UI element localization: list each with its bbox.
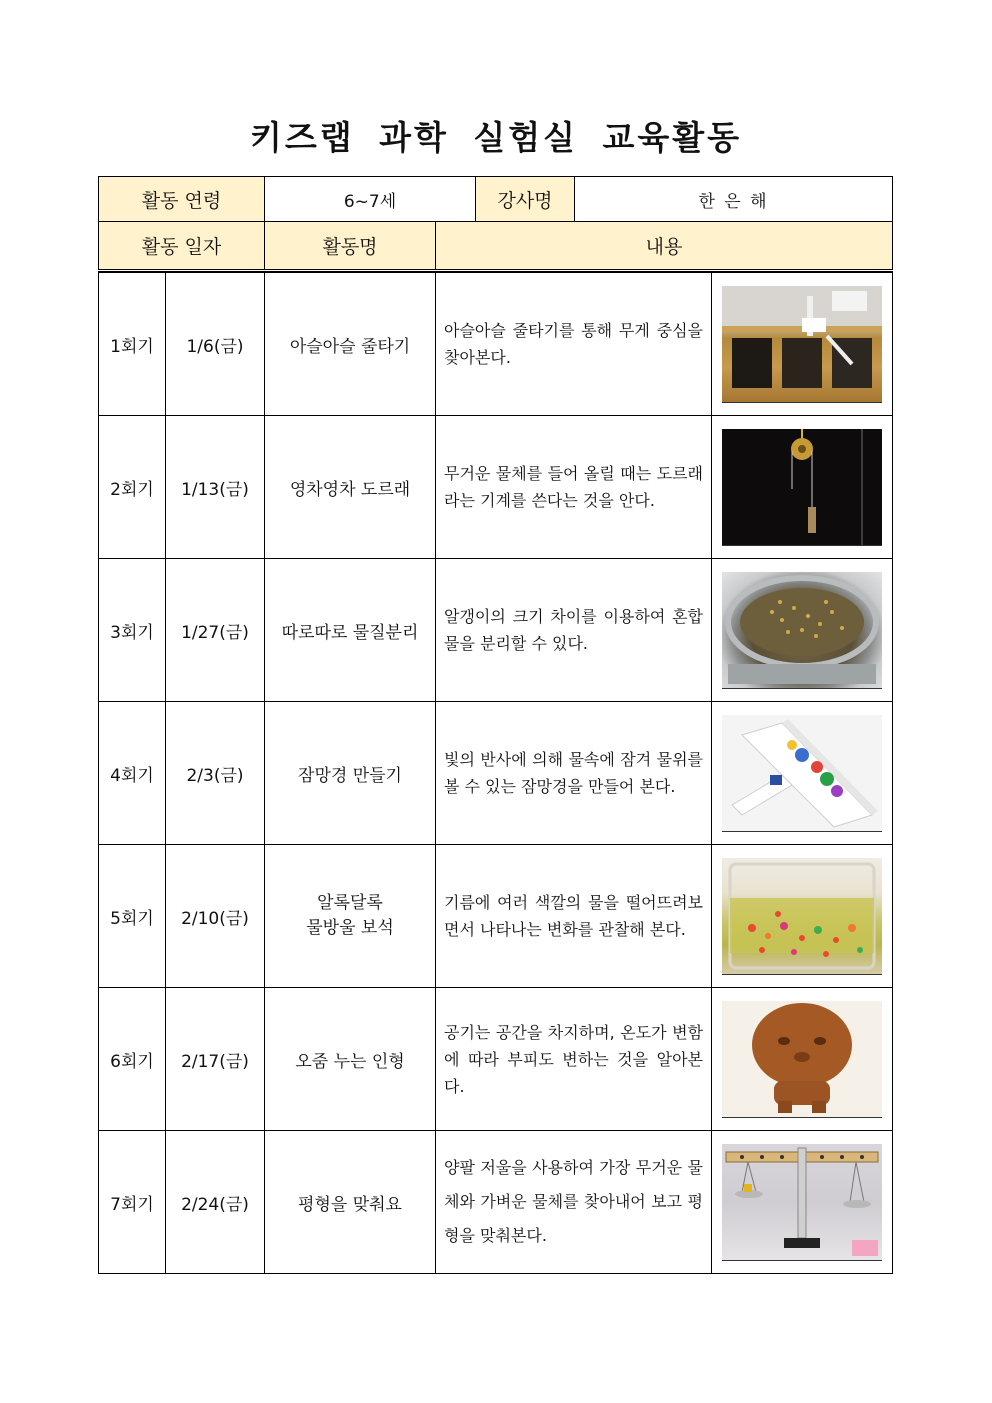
session-number: 1회기 [99, 273, 166, 416]
peeing-doll-photo [722, 1001, 882, 1118]
age-label: 활동 연령 [99, 177, 265, 222]
session-row [99, 845, 893, 988]
session-date: 2/10(금) [166, 845, 265, 988]
activity-name: 따로따로 물질분리 [265, 559, 436, 702]
activity-description: 아슬아슬 줄타기를 통해 무게 중심을 찾아본다. [436, 273, 712, 416]
session-number: 7회기 [99, 1131, 166, 1274]
session-number: 3회기 [99, 559, 166, 702]
date-column-header: 활동 일자 [99, 222, 265, 271]
activity-photo-cell [712, 273, 893, 416]
pulley-photo [722, 429, 882, 546]
session-date: 2/24(금) [166, 1131, 265, 1274]
activity-name: 평형을 맞춰요 [265, 1131, 436, 1274]
tightrope-photo [722, 286, 882, 403]
session-number: 5회기 [99, 845, 166, 988]
session-row [99, 559, 893, 702]
activity-photo-cell [712, 845, 893, 988]
session-number: 2회기 [99, 416, 166, 559]
activity-description: 빛의 반사에 의해 물속에 잠겨 물위를 볼 수 있는 잠망경을 만들어 본다. [436, 702, 712, 845]
sieve-photo [722, 572, 882, 689]
oil-droplets-photo [722, 858, 882, 975]
instructor-value: 한 은 해 [575, 177, 893, 222]
session-number: 6회기 [99, 988, 166, 1131]
session-date: 2/17(금) [166, 988, 265, 1131]
activity-photo-cell [712, 702, 893, 845]
activity-photo-cell [712, 416, 893, 559]
activity-photo-cell [712, 559, 893, 702]
session-row [99, 988, 893, 1131]
activity-photo-cell [712, 988, 893, 1131]
session-date: 1/27(금) [166, 559, 265, 702]
activity-description: 양팔 저울을 사용하여 가장 무거운 물체와 가벼운 물체를 찾아내어 보고 평형을 맞춰본다. [436, 1131, 712, 1274]
activity-name: 영차영차 도르래 [265, 416, 436, 559]
session-row [99, 702, 893, 845]
session-date: 2/3(금) [166, 702, 265, 845]
activity-name-line1: 알록달록 [317, 893, 383, 913]
balance-scale-photo [722, 1144, 882, 1261]
age-value: 6~7세 [265, 177, 476, 222]
activity-name: 잠망경 만들기 [265, 702, 436, 845]
activity-table [98, 176, 893, 1274]
activity-name-line2: 물방울 보석 [306, 918, 394, 938]
activity-name [265, 845, 436, 988]
instructor-label: 강사명 [476, 177, 575, 222]
session-row [99, 1131, 893, 1274]
activity-description: 공기는 공간을 차지하며, 온도가 변함에 따라 부피도 변하는 것을 알아본다. [436, 988, 712, 1131]
page-title: 키즈랩 과학 실험실 교육활동 [249, 118, 742, 157]
header-row-columns [99, 222, 893, 271]
name-column-header: 활동명 [265, 222, 436, 271]
session-row [99, 416, 893, 559]
content-column-header: 내용 [436, 222, 893, 271]
periscope-photo [722, 715, 882, 832]
session-date: 1/13(금) [166, 416, 265, 559]
header-row-age [99, 177, 893, 222]
session-date: 1/6(금) [166, 273, 265, 416]
activity-name: 오줌 누는 인형 [265, 988, 436, 1131]
activity-name: 아슬아슬 줄타기 [265, 273, 436, 416]
activity-description: 알갱이의 크기 차이를 이용하여 혼합물을 분리할 수 있다. [436, 559, 712, 702]
activity-photo-cell [712, 1131, 893, 1274]
session-number: 4회기 [99, 702, 166, 845]
activity-description: 무거운 물체를 들어 올릴 때는 도르래라는 기계를 쓴다는 것을 안다. [436, 416, 712, 559]
activity-description: 기름에 여러 색깔의 물을 떨어뜨려보면서 나타나는 변화를 관찰해 본다. [436, 845, 712, 988]
session-row [99, 273, 893, 416]
